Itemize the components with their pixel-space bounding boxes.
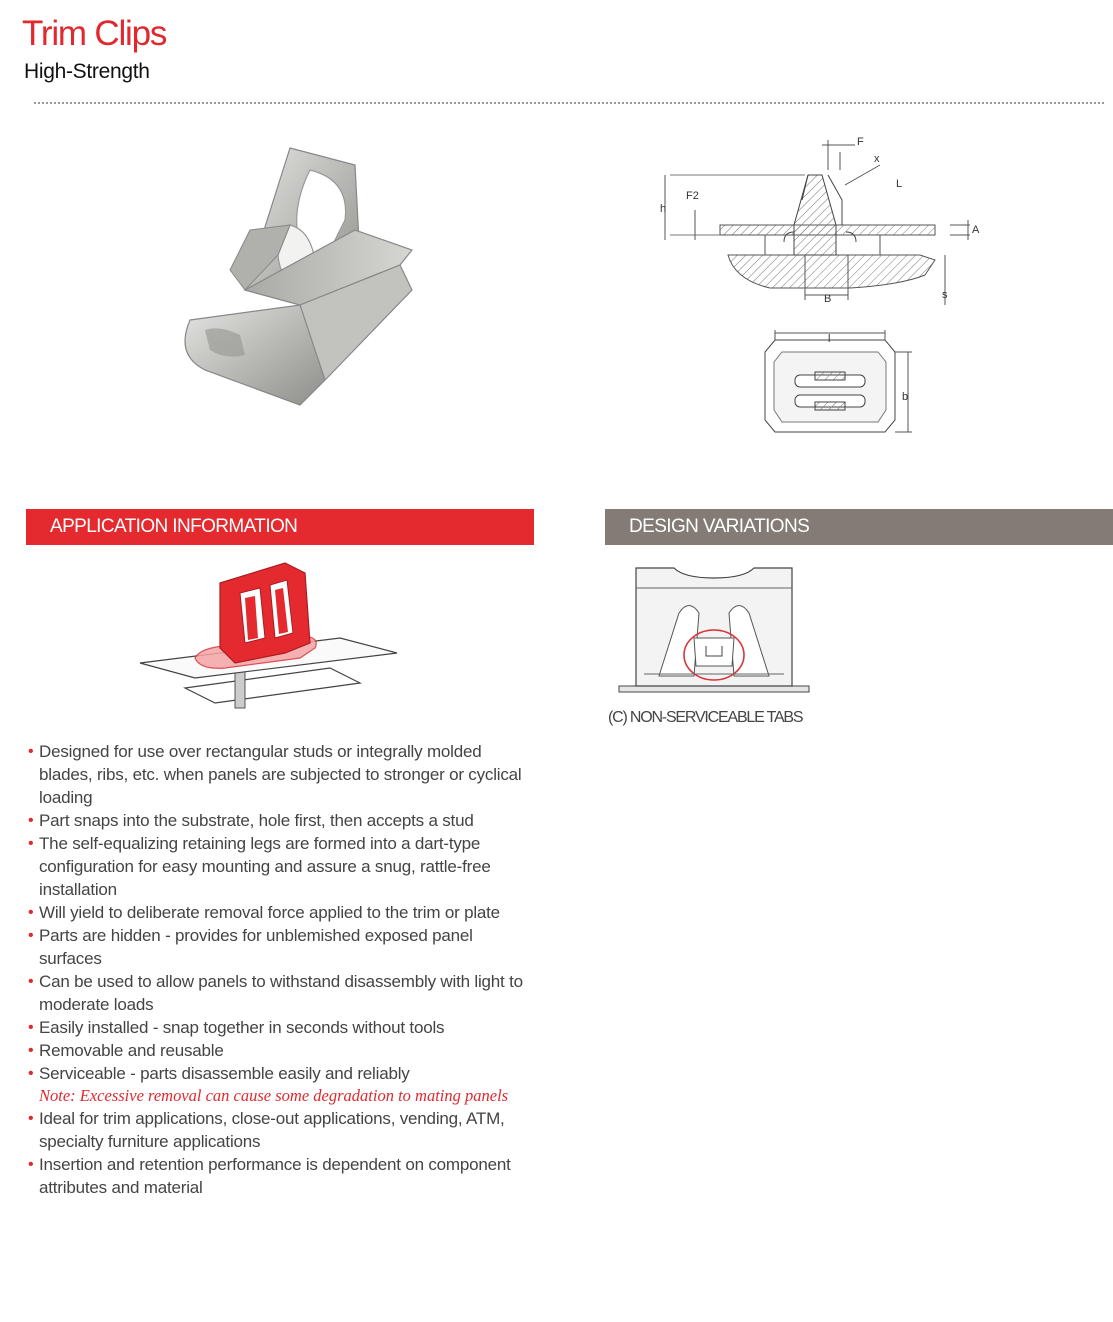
feature-list <box>28 740 533 1199</box>
list-item: • Part snaps into the substrate, hole first, then accepts a stud <box>28 809 533 832</box>
product-photo <box>150 130 440 430</box>
dim-label-b-upper: B <box>824 293 832 305</box>
dim-label-x: x <box>874 153 880 165</box>
list-item: • Will yield to deliberate removal force applied to the trim or plate <box>28 901 533 924</box>
application-information-header: APPLICATION INFORMATION <box>26 509 534 545</box>
list-item: • Designed for use over rectangular studs or integrally molded blades, ribs, etc. when panels are subjected to stronger or cyclical loading <box>28 740 533 809</box>
list-item: • Can be used to allow panels to withstand disassembly with light to moderate loads <box>28 970 533 1016</box>
dotted-divider <box>34 102 1104 104</box>
page-subtitle: High-Strength <box>24 60 150 83</box>
list-item-text: Serviceable - parts disassemble easily and reliably <box>39 1064 410 1083</box>
design-variations-header: DESIGN VARIATIONS <box>605 509 1113 545</box>
dim-label-l: L <box>896 178 903 190</box>
list-item: • The self-equalizing retaining legs are formed into a dart-type configuration for easy mounting and assure a snug, rattle-free installation <box>28 832 533 901</box>
dim-label-h: h <box>660 203 667 215</box>
application-illustration <box>135 558 410 718</box>
list-item: • Insertion and retention performance is dependent on component attributes and material <box>28 1153 533 1199</box>
list-item: • Easily installed - snap together in seconds without tools <box>28 1016 533 1039</box>
dim-label-f: F <box>857 136 864 148</box>
dim-label-f2: F2 <box>686 190 699 202</box>
list-item <box>28 1062 533 1107</box>
design-variation-drawing <box>614 558 814 698</box>
design-variation-caption: (C) NON-SERVICEABLE TABS <box>608 709 803 726</box>
dim-label-b-lower: b <box>902 391 909 403</box>
page-title: Trim Clips <box>22 14 167 53</box>
technical-drawing <box>650 130 990 450</box>
list-item: • Removable and reusable <box>28 1039 533 1062</box>
dim-label-l-lower: l <box>828 333 831 345</box>
dim-label-a: A <box>972 224 980 236</box>
list-item: • Ideal for trim applications, close-out applications, vending, ATM, specialty furniture applications <box>28 1107 533 1153</box>
removal-note: Note: Excessive removal can cause some degradation to mating panels <box>39 1086 509 1105</box>
dim-label-s: s <box>942 289 948 301</box>
list-item: • Parts are hidden - provides for unblemished exposed panel surfaces <box>28 924 533 970</box>
